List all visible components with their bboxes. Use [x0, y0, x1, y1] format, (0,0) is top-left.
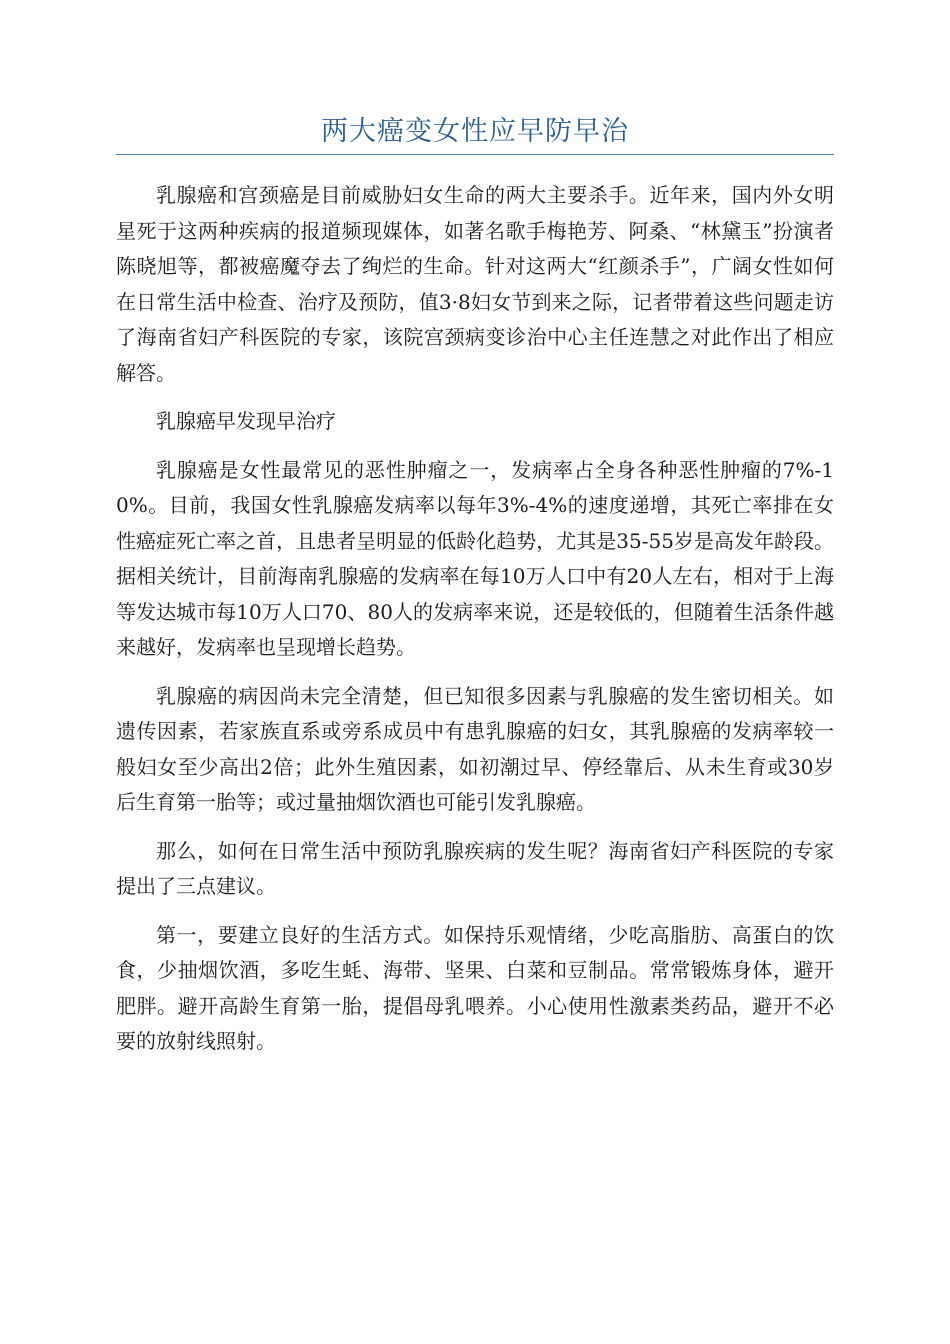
paragraph-incidence: 乳腺癌是女性最常见的恶性肿瘤之一，发病率占全身各种恶性肿瘤的7%-10%。目前，我国女性乳腺癌发病率以每年3%-4%的速度递增，其死亡率排在女性癌症死亡率之首，且患者呈明显的低龄化趋势，尤其是35-55岁是高发年龄段。据相关统计，目前海南乳腺癌的发病率在每10万人口中有20人左右，相对于上海等发达城市每10万人口70、80人的发病率来说，还是较低的，但随着生活条件越来越好，发病率也呈现增长趋势。 [116, 457, 834, 659]
document-body [116, 178, 834, 1073]
paragraph-prevention-question: 那么，如何在日常生活中预防乳腺疾病的发生呢？海南省妇产科医院的专家提出了三点建议。 [116, 838, 834, 898]
paragraph-advice-1: 第一，要建立良好的生活方式。如保持乐观情绪，少吃高脂肪、高蛋白的饮食，少抽烟饮酒，多吃生蚝、海带、坚果、白菜和豆制品。常常锻炼身体，避开肥胖。避开高龄生育第一胎，提倡母乳喂养。小心使用性激素类药品，避开不必要的放射线照射。 [116, 922, 834, 1053]
section-heading: 乳腺癌早发现早治疗 [156, 409, 336, 433]
paragraph-causes: 乳腺癌的病因尚未完全清楚，但已知很多因素与乳腺癌的发生密切相关。如遗传因素，若家族直系或旁系成员中有患乳腺癌的妇女，其乳腺癌的发病率较一般妇女至少高出2倍；此外生殖因素，如初潮过早、停经靠后、从未生育或30岁后生育第一胎等；或过量抽烟饮酒也可能引发乳腺癌。 [116, 683, 834, 814]
document-title: 两大癌变女性应早防早治 [321, 116, 629, 147]
paragraph-intro: 乳腺癌和宫颈癌是目前威胁妇女生命的两大主要杀手。近年来，国内外女明星死于这两种疾病的报道频现媒体，如著名歌手梅艳芳、阿桑、“林黛玉”扮演者陈晓旭等，都被癌魔夺去了绚烂的生命。针对这两大“红颜杀手”，广阔女性如何在日常生活中检查、治疗及预防，值3·8妇女节到来之际，记者带着这些问题走访了海南省妇产科医院的专家，该院宫颈病变诊治中心主任连慧之对此作出了相应解答。 [116, 183, 834, 385]
title-underline [116, 154, 834, 155]
